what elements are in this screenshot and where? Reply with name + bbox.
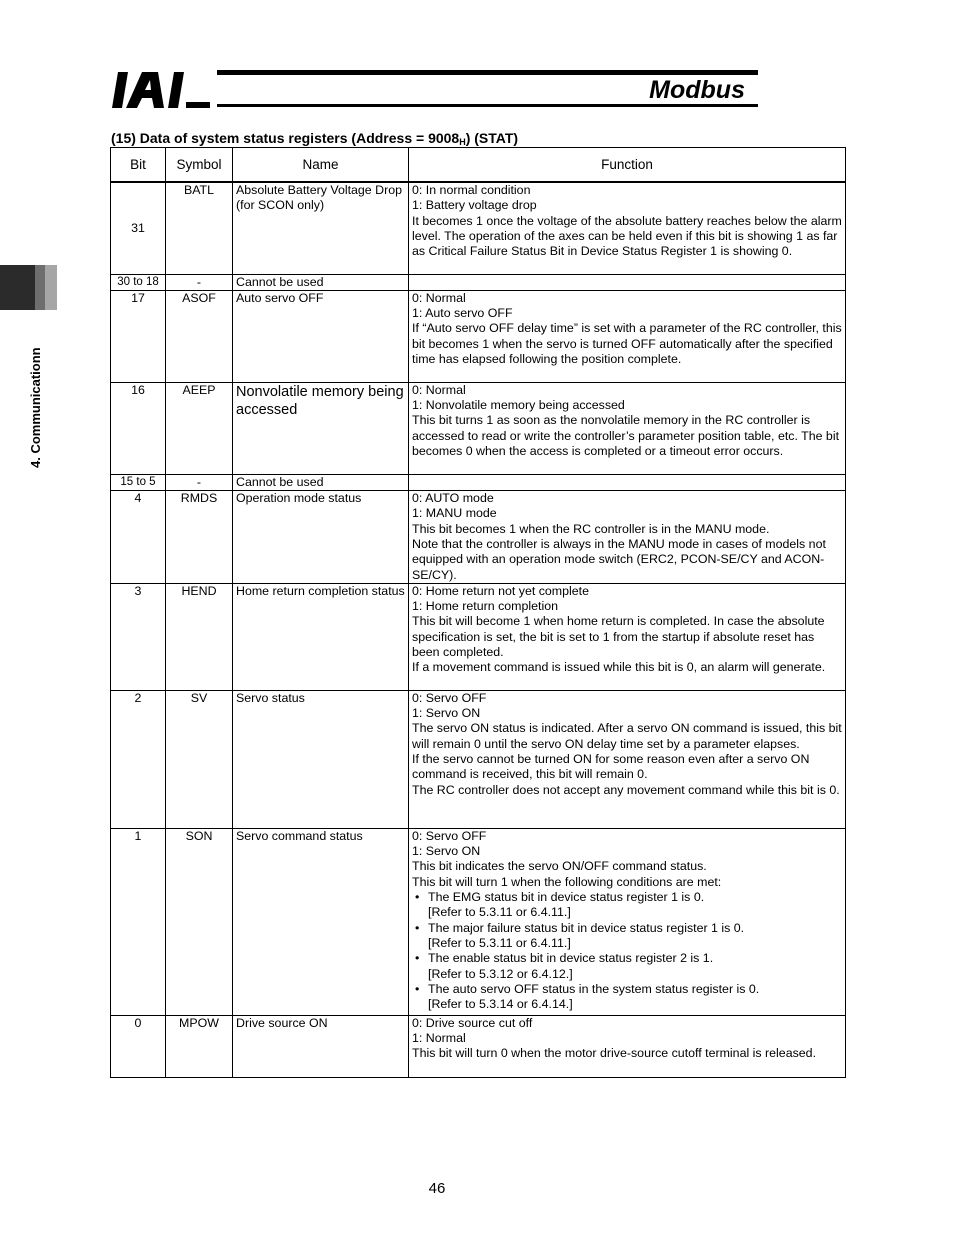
function-line: 0: Normal <box>412 290 466 305</box>
cell-symbol: AEEP <box>166 382 233 474</box>
function-line: This bit indicates the servo ON/OFF command status. <box>412 859 707 874</box>
cell-function <box>409 690 846 828</box>
table-row <box>111 290 846 382</box>
cell-bit: 30 to 18 <box>111 274 166 290</box>
condition-bullet: • The auto servo OFF status in the system status register is 0. <box>412 982 842 997</box>
cell-name: Servo status <box>233 690 409 828</box>
condition-reference: [Refer to 5.3.11 or 6.4.11.] <box>428 935 571 950</box>
function-line: Note that the controller is always in the MANU mode in cases of models not equipped with an operation mode switch (ERC2, PCON-SE/CY and ACON-SE/CY). <box>412 536 826 582</box>
condition-bullet: • The enable status bit in device status register 2 is 1. <box>412 951 842 966</box>
heading-text: (15) Data of system status registers (Address = 9008 <box>111 130 460 146</box>
cell-bit: 3 <box>111 583 166 690</box>
cell-bit: 17 <box>111 290 166 382</box>
cell-function <box>409 182 846 274</box>
function-line: 1: Auto servo OFF <box>412 306 513 321</box>
function-line: The RC controller does not accept any movement command while this bit is 0. <box>412 782 840 797</box>
table-row <box>111 182 846 274</box>
cell-function <box>409 474 846 490</box>
table-row <box>111 690 846 828</box>
function-line: 1: Servo ON <box>412 706 481 721</box>
column-header-function: Function <box>409 148 846 183</box>
cell-bit: 15 to 5 <box>111 474 166 490</box>
chapter-tab-mid <box>35 265 45 310</box>
cell-symbol: HEND <box>166 583 233 690</box>
section-heading <box>111 130 518 147</box>
cell-name: Cannot be used <box>233 474 409 490</box>
cell-symbol: - <box>166 474 233 490</box>
header-rule-top <box>217 70 758 75</box>
condition-reference: [Refer to 5.3.14 or 6.4.14.] <box>428 997 573 1012</box>
chapter-tab-dark <box>0 265 35 310</box>
cell-bit: 0 <box>111 1015 166 1077</box>
function-line: 1: Nonvolatile memory being accessed <box>412 398 625 413</box>
cell-bit: 31 <box>111 182 166 274</box>
cell-symbol: SV <box>166 690 233 828</box>
cell-name: Drive source ON <box>233 1015 409 1077</box>
function-line: It becomes 1 once the voltage of the absolute battery reaches below the alarm level. The operation of the axes can be held even if this bit is showing 1 as far as Critical Failure Status Bit in Device Status Register 1 is showing 0. <box>412 213 842 259</box>
cell-function <box>409 828 846 1015</box>
function-line: 1: MANU mode <box>412 506 497 521</box>
table-row <box>111 491 846 584</box>
function-line: 0: Servo OFF <box>412 828 487 843</box>
cell-name: Servo command status <box>233 828 409 1015</box>
header-title: Modbus <box>649 76 745 104</box>
cell-function <box>409 491 846 584</box>
function-line: 0: Normal <box>412 382 466 397</box>
cell-function <box>409 382 846 474</box>
cell-name: Absolute Battery Voltage Drop (for SCON only) <box>233 182 409 274</box>
cell-function <box>409 290 846 382</box>
function-line: 0: Drive source cut off <box>412 1015 533 1030</box>
condition-reference: [Refer to 5.3.12 or 6.4.12.] <box>428 966 573 981</box>
cell-symbol: MPOW <box>166 1015 233 1077</box>
condition-reference: [Refer to 5.3.11 or 6.4.11.] <box>428 905 571 920</box>
function-line: 1: Battery voltage drop <box>412 198 537 213</box>
cell-name: Nonvolatile memory being accessed <box>233 382 409 474</box>
cell-bit: 4 <box>111 491 166 584</box>
function-line: This bit turns 1 as soon as the nonvolatile memory in the RC controller is accessed to read or write the controller’s parameter position table, etc. The bit becomes 0 when the access is completed or a timeout error occurs. <box>412 413 840 458</box>
function-line: 0: Servo OFF <box>412 690 487 705</box>
function-line: This bit will turn 1 when the following conditions are met: <box>412 874 722 889</box>
table-row <box>111 382 846 474</box>
function-line: 0: Home return not yet complete <box>412 583 589 598</box>
cell-symbol: RMDS <box>166 491 233 584</box>
column-header-name: Name <box>233 148 409 183</box>
cell-bit: 16 <box>111 382 166 474</box>
cell-function <box>409 583 846 690</box>
page-number: 46 <box>428 1180 446 1197</box>
cell-symbol: - <box>166 274 233 290</box>
cell-symbol: ASOF <box>166 290 233 382</box>
system-status-table <box>110 147 846 1078</box>
function-line: 1: Normal <box>412 1031 466 1046</box>
table-row <box>111 474 846 490</box>
function-line: This bit becomes 1 when the RC controller is in the MANU mode. <box>412 521 770 536</box>
cell-name: Cannot be used <box>233 274 409 290</box>
table-header-row <box>111 148 846 183</box>
function-line: If “Auto servo OFF delay time” is set with a parameter of the RC controller, this bit becomes 1 when the servo is turned OFF automatically after the specified time has elapsed following the position complete. <box>412 321 842 366</box>
heading-suffix: ) (STAT) <box>465 130 519 146</box>
function-line: 0: AUTO mode <box>412 491 494 506</box>
function-line: 1: Home return completion <box>412 599 559 614</box>
column-header-symbol: Symbol <box>166 148 233 183</box>
function-line: If a movement command is issued while this bit is 0, an alarm will generate. <box>412 660 826 675</box>
iai-logo <box>112 70 212 110</box>
table-row <box>111 583 846 690</box>
cell-symbol: BATL <box>166 182 233 274</box>
function-line: 1: Servo ON <box>412 844 481 859</box>
cell-function <box>409 1015 846 1077</box>
table-row <box>111 828 846 1015</box>
table-row <box>111 1015 846 1077</box>
cell-function <box>409 274 846 290</box>
chapter-label: 4. Communicationn <box>28 347 43 468</box>
function-line: This bit will become 1 when home return is completed. In case the absolute specification is set, the bit is set to 1 from the startup if absolute reset has been completed. <box>412 614 825 660</box>
function-line: 0: In normal condition <box>412 183 531 197</box>
cell-name: Home return completion status <box>233 583 409 690</box>
cell-bit: 2 <box>111 690 166 828</box>
condition-bullet: • The EMG status bit in device status register 1 is 0. <box>412 890 842 905</box>
table-row <box>111 274 846 290</box>
condition-bullet: • The major failure status bit in device status register 1 is 0. <box>412 921 842 936</box>
cell-symbol: SON <box>166 828 233 1015</box>
function-line: This bit will turn 0 when the motor drive-source cutoff terminal is released. <box>412 1046 817 1061</box>
chapter-tab-light <box>45 265 57 310</box>
cell-bit: 1 <box>111 828 166 1015</box>
cell-name: Operation mode status <box>233 491 409 584</box>
heading-subscript: H <box>459 137 466 147</box>
function-line: If the servo cannot be turned ON for some reason even after a servo ON command is received, this bit will remain 0. <box>412 752 810 782</box>
cell-name: Auto servo OFF <box>233 290 409 382</box>
function-line: The servo ON status is indicated. After a servo ON command is issued, this bit will remain 0 until the servo ON delay time set by a parameter elapses. <box>412 721 842 751</box>
column-header-bit: Bit <box>111 148 166 183</box>
